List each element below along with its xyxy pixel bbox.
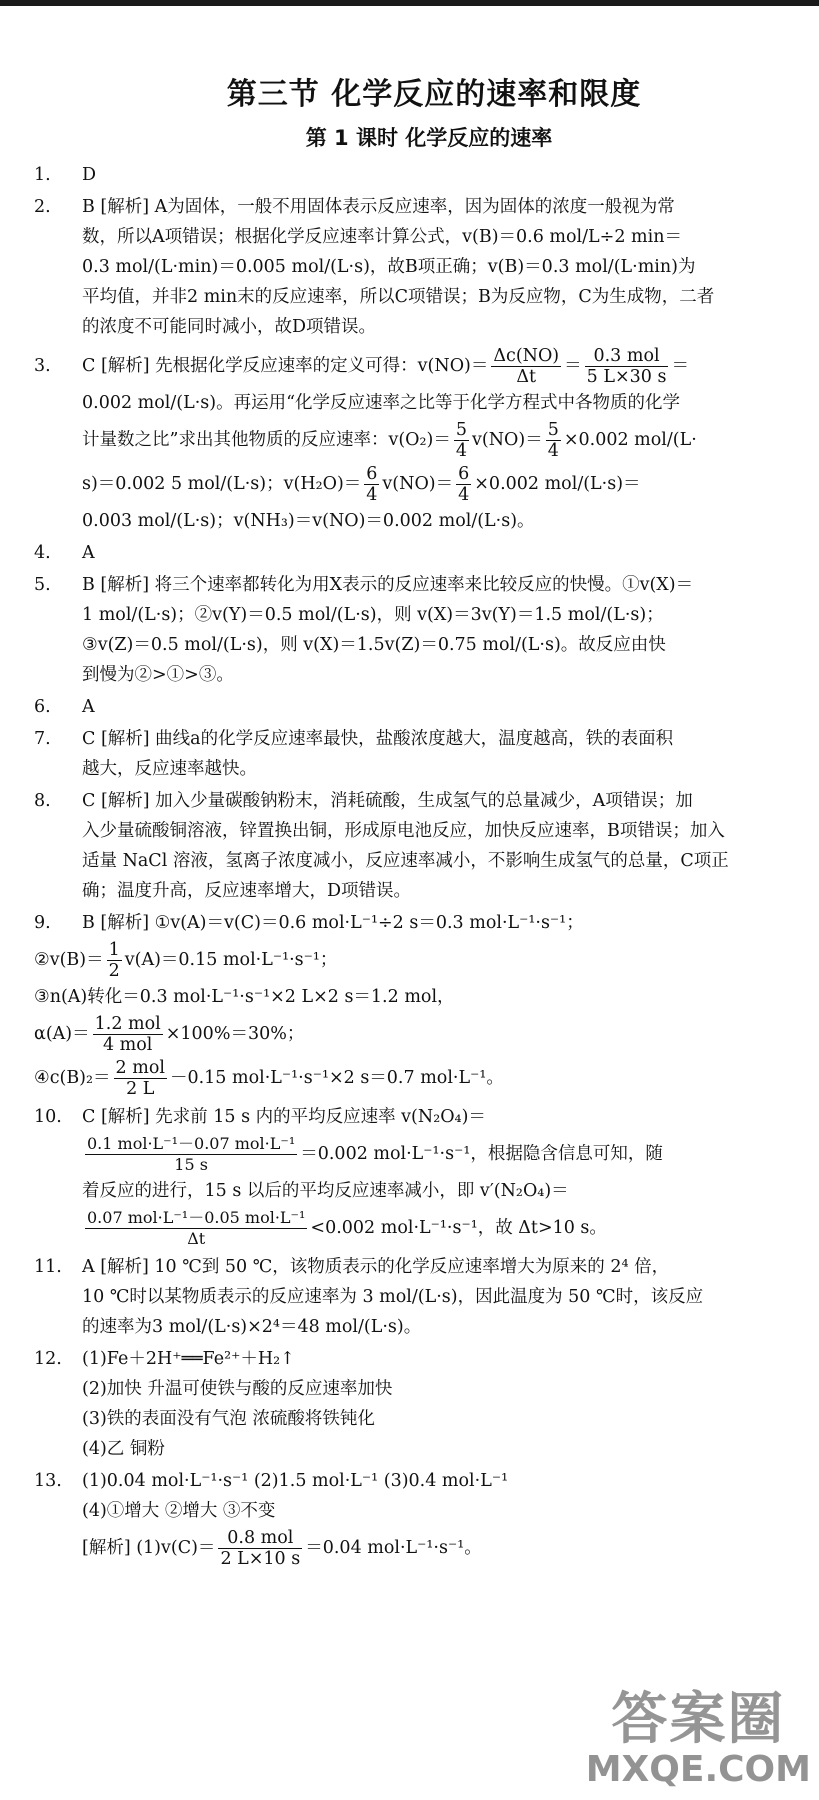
answer-1	[34, 160, 804, 190]
fraction-denominator: 4 mol	[102, 1035, 153, 1055]
answer-line: 越大，反应速率越快。	[82, 759, 257, 779]
fraction-denominator: 4	[547, 441, 559, 461]
answer-5	[34, 570, 804, 690]
answer-number: 6.	[34, 697, 51, 717]
fraction-numerator: 5	[455, 420, 467, 440]
answer-line: B [解析] 将三个速率都转化为用X表示的反应速率来比较反应的快慢。①v(X)＝	[82, 575, 694, 595]
answer-13	[34, 1466, 804, 1570]
answer-line: C [解析] 加入少量碳酸钠粉末，消耗硫酸，生成氢气的总量减少，A项错误；加	[82, 791, 693, 811]
answer-line: 到慢为②>①>③。	[82, 665, 234, 685]
answer-number: 4.	[34, 543, 51, 563]
text-run: －0.15 mol·L⁻¹·s⁻¹×2 s＝0.7 mol·L⁻¹。	[169, 1068, 504, 1088]
text-run: ＝	[564, 356, 582, 376]
answer-4	[34, 538, 804, 568]
answer-line: (4)①增大 ②增大 ③不变	[82, 1501, 276, 1521]
fraction	[491, 346, 561, 387]
answer-line: B [解析] A为固体，一般不用固体表示反应速率，因为固体的浓度一般视为常	[82, 197, 675, 217]
answer-line: C [解析] 曲线a的化学反应速率最快，盐酸浓度越大，温度越高，铁的表面积	[82, 729, 674, 749]
answer-line: A [解析] 10 ℃到 50 ℃，该物质表示的化学反应速率增大为原来的 2⁴ 倍，	[82, 1257, 670, 1277]
answer-line: ③v(Z)＝0.5 mol/(L·s)，则 v(X)＝1.5v(Z)＝0.75 mol/(L·s)。故反应由快	[82, 635, 666, 655]
answer-number: 3.	[34, 356, 51, 376]
answer-line: (4)乙 铜粉	[82, 1439, 165, 1459]
answer-line: 0.003 mol/(L·s)；v(NH₃)＝v(NO)＝0.002 mol/(L·s)。	[82, 511, 535, 531]
fraction	[85, 1208, 307, 1249]
fraction	[585, 346, 669, 387]
answer-number: 1.	[34, 165, 51, 185]
watermark-logo-text: 答案圈	[611, 1687, 786, 1752]
answer-2	[34, 192, 804, 342]
answer-line: 0.3 mol/(L·min)＝0.005 mol/(L·s)，故B项正确；v(B)＝0.3 mol/(L·min)为	[82, 257, 696, 277]
text-run: ＝0.04 mol·L⁻¹·s⁻¹。	[305, 1538, 482, 1558]
answer-line: C [解析] 先求前 15 s 内的平均反应速率 v(N₂O₄)＝	[82, 1107, 486, 1127]
answer-line: 的浓度不可能同时减小，故D项错误。	[82, 317, 377, 337]
answer-number: 12.	[34, 1349, 62, 1369]
answer-line	[34, 938, 804, 982]
fraction	[85, 1134, 297, 1175]
answer-line	[34, 1012, 804, 1056]
answer-line: 1 mol/(L·s)；②v(Y)＝0.5 mol/(L·s)，则 v(X)＝3v(Y)＝1.5 mol/(L·s)；	[82, 605, 664, 625]
answer-number: 2.	[34, 197, 51, 217]
answer-number: 7.	[34, 729, 51, 749]
text-run: [解析] (1)v(C)＝	[82, 1538, 216, 1558]
text-run: C [解析] 先根据化学反应速率的定义可得：v(NO)＝	[82, 356, 489, 376]
fraction-denominator: 2 L	[126, 1079, 155, 1099]
answer-12	[34, 1344, 804, 1464]
answer-line: B [解析] ①v(A)＝v(C)＝0.6 mol·L⁻¹÷2 s＝0.3 mol·L⁻¹·s⁻¹；	[82, 913, 584, 933]
text-run: ＝	[671, 356, 689, 376]
fraction	[456, 464, 471, 505]
text-run: ×100%＝30%；	[165, 1024, 305, 1044]
text-run: v(NO)＝	[382, 474, 454, 494]
fraction-denominator: 2	[108, 961, 120, 981]
lesson-title: 第 1 课时 化学反应的速率	[305, 126, 553, 150]
answer-8	[34, 786, 804, 906]
text-run: ×0.002 mol/(L·s)＝	[474, 474, 641, 494]
answer-line: 着反应的进行，15 s 以后的平均反应速率减小，即 v′(N₂O₄)＝	[82, 1181, 569, 1201]
answer-line: 确；温度升高，反应速率增大，D项错误。	[82, 881, 412, 901]
fraction-numerator: Δc(NO)	[493, 346, 560, 366]
fraction	[218, 1528, 302, 1569]
answer-line: 数，所以A项错误；根据化学反应速率计算公式，v(B)＝0.6 mol/L÷2 min＝	[82, 227, 682, 247]
text-run: v(NO)＝	[472, 430, 543, 450]
text-run: v(A)＝0.15 mol·L⁻¹·s⁻¹；	[124, 950, 338, 970]
text-run: <0.002 mol·L⁻¹·s⁻¹，故 Δt>10 s。	[310, 1218, 607, 1238]
fraction-denominator: Δt	[516, 367, 537, 387]
answer-line	[82, 462, 804, 506]
answer-line	[82, 344, 804, 388]
fraction-numerator: 0.3 mol	[585, 346, 669, 367]
fraction-denominator: 4	[458, 485, 470, 505]
fraction-numerator: 1.2 mol	[94, 1014, 161, 1034]
fraction-numerator: 1	[108, 940, 120, 960]
text-run: ＝0.002 mol·L⁻¹·s⁻¹，根据隐含信息可知，随	[300, 1144, 663, 1164]
answer-text: A	[82, 697, 95, 717]
fraction-numerator: 6	[458, 464, 470, 484]
text-run: α(A)＝	[34, 1024, 90, 1044]
answer-line: 平均值，并非2 min末的反应速率，所以C项错误；B为反应物，C为生成物，二者	[82, 287, 715, 307]
fraction-denominator: 4	[366, 485, 378, 505]
text-run: ④c(B)₂＝	[34, 1068, 111, 1088]
fraction	[107, 940, 122, 981]
answer-7	[34, 724, 804, 784]
fraction-numerator: 0.07 mol·L⁻¹－0.05 mol·L⁻¹	[87, 1208, 306, 1227]
answer-number: 13.	[34, 1471, 62, 1491]
answer-number: 8.	[34, 791, 51, 811]
fraction-denominator: 15 s	[174, 1155, 208, 1174]
fraction-numerator: 0.1 mol·L⁻¹－0.07 mol·L⁻¹	[87, 1134, 296, 1153]
answer-line: (2)加快 升温可使铁与酸的反应速率加快	[82, 1379, 393, 1399]
answer-line: (1)0.04 mol·L⁻¹·s⁻¹ (2)1.5 mol·L⁻¹ (3)0.4 mol·L⁻¹	[82, 1471, 509, 1491]
fraction	[114, 1058, 167, 1099]
answer-line: 10 ℃时以某物质表示的反应速率为 3 mol/(L·s)，因此温度为 50 ℃时，该反应	[82, 1287, 704, 1307]
top-border	[0, 0, 819, 6]
answer-line	[82, 1526, 804, 1570]
answer-number: 10.	[34, 1107, 62, 1127]
answer-line	[34, 1056, 804, 1100]
answer-line: ③n(A)转化＝0.3 mol·L⁻¹·s⁻¹×2 L×2 s＝1.2 mol，	[34, 987, 455, 1007]
answer-9	[34, 908, 804, 1100]
fraction-denominator: Δt	[187, 1229, 206, 1248]
answer-line: 0.002 mol/(L·s)。再运用“化学反应速率之比等于化学方程式中各物质的化学	[82, 393, 681, 413]
answer-line: 适量 NaCl 溶液，氢离子浓度减小，反应速率减小，不影响生成氢气的总量，C项正	[82, 851, 729, 871]
fraction	[93, 1014, 163, 1055]
answer-3	[34, 344, 804, 536]
answer-6	[34, 692, 804, 722]
answer-text: A	[82, 543, 95, 563]
answer-number: 11.	[34, 1257, 62, 1277]
answer-line: 入少量硫酸铜溶液，锌置换出铜，形成原电池反应，加快反应速率，B项错误；加入	[82, 821, 725, 841]
answer-page	[34, 70, 804, 1572]
answer-10	[34, 1102, 804, 1250]
fraction-numerator: 2 mol	[115, 1058, 165, 1078]
answer-11	[34, 1252, 804, 1342]
fraction	[546, 420, 561, 461]
fraction-numerator: 6	[366, 464, 378, 484]
answer-line	[82, 1132, 804, 1176]
answer-text: D	[82, 165, 97, 185]
section-title: 第三节 化学反应的速率和限度	[226, 77, 642, 112]
answer-line: (1)Fe＋2H⁺══Fe²⁺＋H₂↑	[82, 1349, 295, 1369]
answer-line	[82, 1206, 804, 1250]
fraction-denominator: 4	[455, 441, 467, 461]
answer-line	[82, 418, 804, 462]
site-watermark	[585, 1687, 811, 1790]
text-run: 计量数之比”求出其他物质的反应速率：v(O₂)＝	[82, 430, 451, 450]
fraction-denominator: 5 L×30 s	[586, 367, 667, 387]
fraction-numerator: 5	[547, 420, 559, 440]
fraction	[364, 464, 379, 505]
text-run: ②v(B)＝	[34, 950, 104, 970]
answer-line: (3)铁的表面没有气泡 浓硫酸将铁钝化	[82, 1409, 375, 1429]
text-run: s)＝0.002 5 mol/(L·s)；v(H₂O)＝	[82, 474, 362, 494]
answer-number: 5.	[34, 575, 51, 595]
text-run: ×0.002 mol/(L·	[563, 430, 697, 450]
fraction	[454, 420, 469, 461]
fraction-numerator: 0.8 mol	[218, 1528, 302, 1549]
answer-line: 的速率为3 mol/(L·s)×2⁴＝48 mol/(L·s)。	[82, 1317, 422, 1337]
watermark-domain: MXQE.COM	[585, 1749, 811, 1790]
answer-number: 9.	[34, 913, 51, 933]
fraction-denominator: 2 L×10 s	[220, 1549, 301, 1569]
